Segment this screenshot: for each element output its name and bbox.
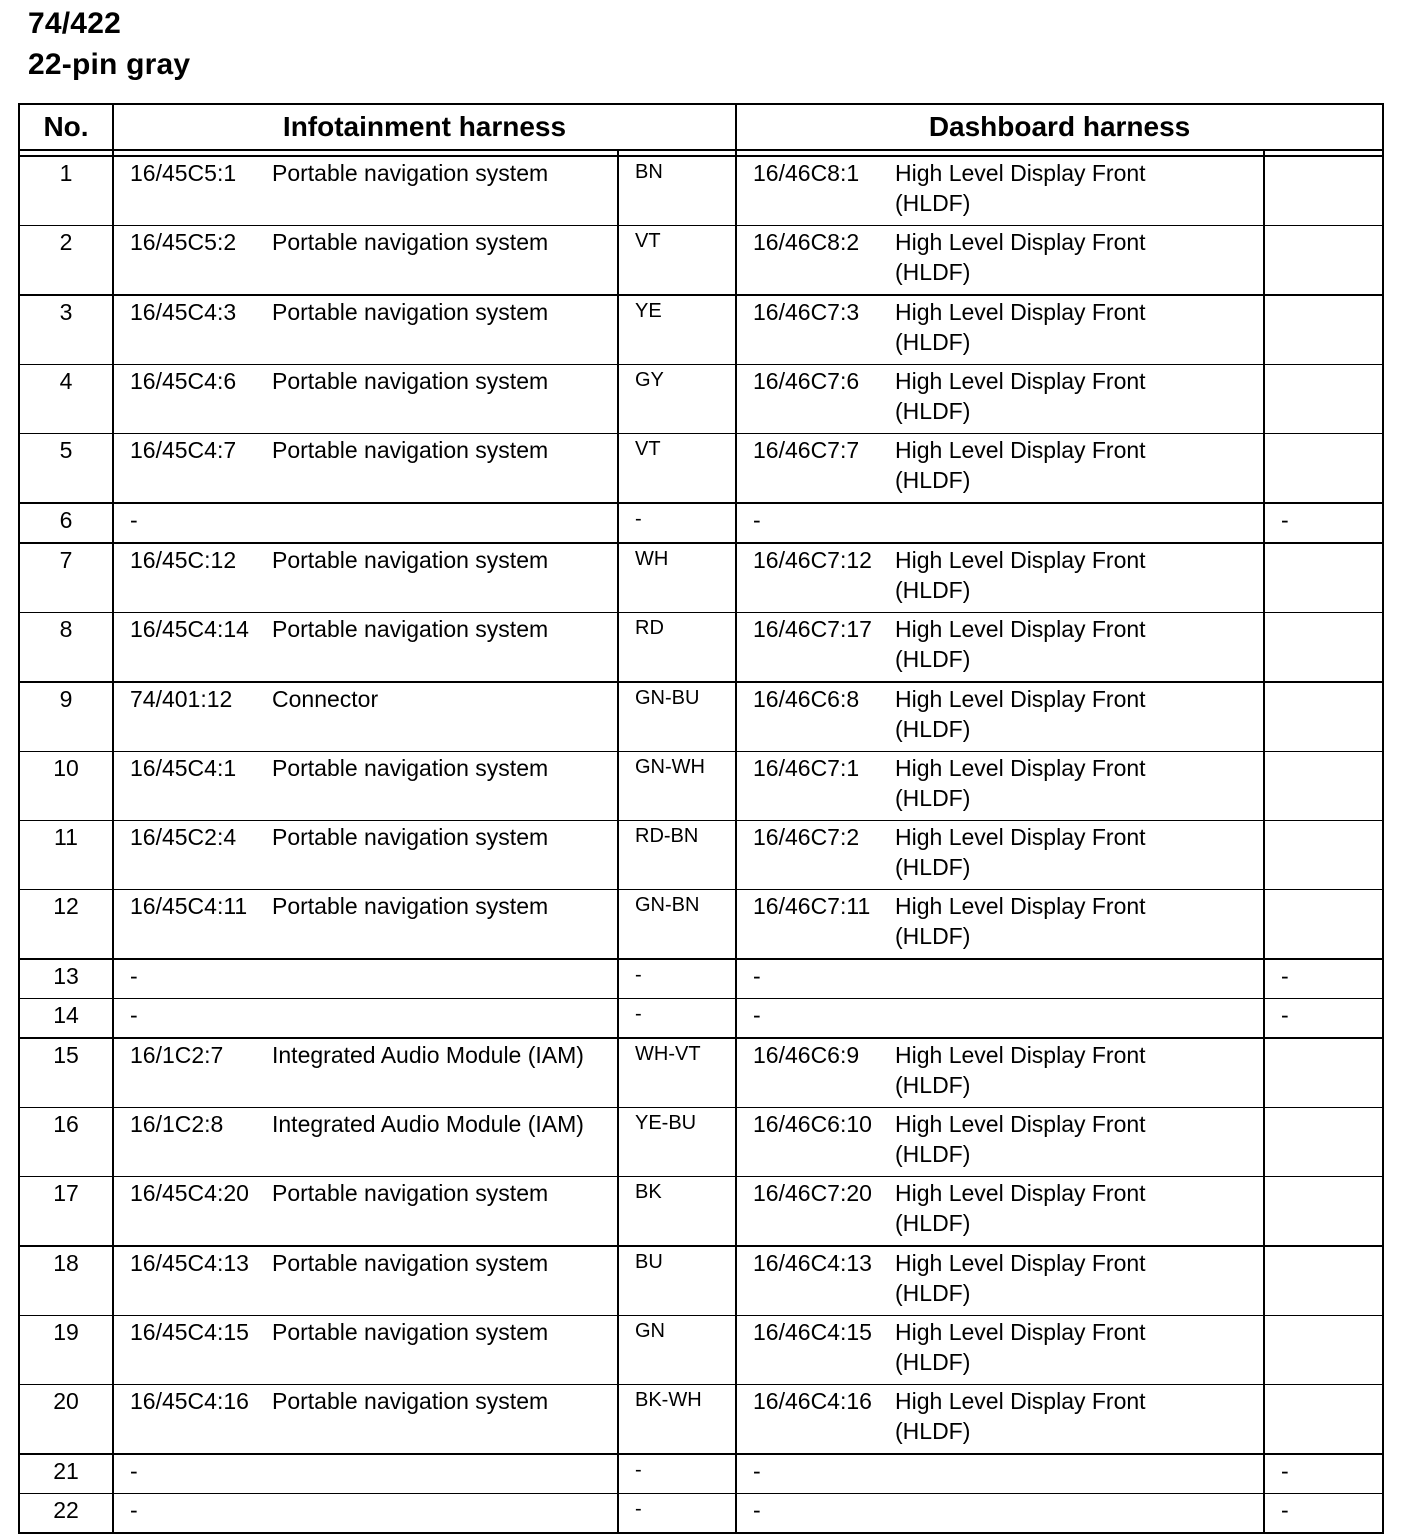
infotainment-connector-code: 16/45C4:14: [130, 616, 249, 642]
table-row: [19, 682, 1383, 752]
infotainment-cell: [113, 1454, 618, 1494]
pin-number: 7: [19, 543, 113, 613]
dashboard-description: High Level Display Front (HLDF): [895, 824, 1146, 880]
infotainment-connector-code: 16/45C2:4: [130, 824, 237, 850]
pin-number: 19: [19, 1316, 113, 1385]
wire-color: GN-BU: [618, 682, 736, 752]
extra-cell: [1264, 613, 1383, 683]
dashboard-description: High Level Display Front (HLDF): [895, 1111, 1146, 1167]
pin-number: 17: [19, 1177, 113, 1247]
pin-number: 10: [19, 752, 113, 821]
infotainment-connector-code: 74/401:12: [130, 686, 233, 712]
dashboard-cell: [736, 1108, 1264, 1177]
wire-color: VT: [618, 434, 736, 504]
infotainment-description: Portable navigation system: [272, 1319, 549, 1345]
infotainment-description: Portable navigation system: [272, 229, 549, 255]
table-row: [19, 226, 1383, 296]
infotainment-connector-code: 16/1C2:8: [130, 1111, 224, 1137]
extra-cell: [1264, 295, 1383, 365]
dashboard-connector-code: 16/46C4:13: [753, 1250, 872, 1276]
dashboard-cell: [736, 434, 1264, 504]
table-row: [19, 1108, 1383, 1177]
dashboard-description: High Level Display Front (HLDF): [895, 755, 1146, 811]
dashboard-connector-code: 16/46C4:15: [753, 1319, 872, 1345]
table-row: [19, 999, 1383, 1039]
dashboard-connector-code: -: [753, 1458, 761, 1484]
infotainment-connector-code: 16/45C4:6: [130, 368, 237, 394]
infotainment-cell: [113, 226, 618, 296]
infotainment-cell: [113, 156, 618, 226]
pin-number: 6: [19, 503, 113, 543]
dashboard-connector-code: -: [753, 1002, 761, 1028]
extra-cell: -: [1264, 503, 1383, 543]
pin-number: 21: [19, 1454, 113, 1494]
pin-number: 5: [19, 434, 113, 504]
infotainment-description: Portable navigation system: [272, 893, 549, 919]
dashboard-connector-code: 16/46C4:16: [753, 1388, 872, 1414]
table-row: [19, 959, 1383, 999]
wire-color: -: [618, 999, 736, 1039]
infotainment-description: Portable navigation system: [272, 824, 549, 850]
wire-color: BK: [618, 1177, 736, 1247]
wire-color: BU: [618, 1246, 736, 1316]
extra-cell: [1264, 752, 1383, 821]
extra-cell: -: [1264, 999, 1383, 1039]
wire-color: WH: [618, 543, 736, 613]
table-row: [19, 295, 1383, 365]
extra-cell: [1264, 434, 1383, 504]
dashboard-description: High Level Display Front (HLDF): [895, 1180, 1146, 1236]
dashboard-cell: [736, 543, 1264, 613]
dashboard-description: High Level Display Front (HLDF): [895, 160, 1146, 216]
table-row: [19, 1038, 1383, 1108]
dashboard-description: High Level Display Front (HLDF): [895, 229, 1146, 285]
infotainment-connector-code: 16/45C4:3: [130, 299, 237, 325]
infotainment-connector-code: 16/45C4:13: [130, 1250, 249, 1276]
table-header-row: [19, 104, 1383, 150]
wire-color: GN: [618, 1316, 736, 1385]
dashboard-cell: [736, 1246, 1264, 1316]
extra-cell: [1264, 365, 1383, 434]
dashboard-description: High Level Display Front (HLDF): [895, 547, 1146, 603]
infotainment-cell: [113, 365, 618, 434]
header-infotainment: Infotainment harness: [113, 104, 736, 150]
wire-color: GY: [618, 365, 736, 434]
pin-number: 16: [19, 1108, 113, 1177]
dashboard-connector-code: -: [753, 1497, 761, 1523]
infotainment-connector-code: 16/45C4:15: [130, 1319, 249, 1345]
infotainment-cell: [113, 999, 618, 1039]
table-row: [19, 1494, 1383, 1534]
pin-number: 2: [19, 226, 113, 296]
infotainment-cell: [113, 682, 618, 752]
infotainment-cell: [113, 503, 618, 543]
extra-cell: [1264, 1108, 1383, 1177]
infotainment-cell: [113, 1038, 618, 1108]
infotainment-cell: [113, 821, 618, 890]
table-row: [19, 434, 1383, 504]
infotainment-cell: [113, 1316, 618, 1385]
wire-color: -: [618, 503, 736, 543]
dashboard-cell: [736, 365, 1264, 434]
dashboard-connector-code: 16/46C7:20: [753, 1180, 872, 1206]
pin-number: 11: [19, 821, 113, 890]
infotainment-cell: [113, 959, 618, 999]
infotainment-description: Portable navigation system: [272, 616, 549, 642]
infotainment-connector-code: 16/45C4:1: [130, 755, 237, 781]
infotainment-description: Portable navigation system: [272, 299, 549, 325]
dashboard-cell: [736, 1177, 1264, 1247]
dashboard-cell: [736, 1494, 1264, 1534]
wire-color: GN-WH: [618, 752, 736, 821]
wire-color: -: [618, 959, 736, 999]
pin-number: 18: [19, 1246, 113, 1316]
dashboard-description: High Level Display Front (HLDF): [895, 616, 1146, 672]
header-dashboard: Dashboard harness: [736, 104, 1383, 150]
table-row: [19, 156, 1383, 226]
table-row: [19, 1454, 1383, 1494]
connector-description: 22-pin gray: [28, 48, 191, 81]
infotainment-connector-code: 16/45C5:1: [130, 160, 237, 186]
infotainment-cell: [113, 1177, 618, 1247]
infotainment-connector-code: 16/45C:12: [130, 547, 237, 573]
dashboard-connector-code: 16/46C8:2: [753, 229, 860, 255]
infotainment-description: Connector: [272, 686, 379, 712]
pinout-table: [18, 103, 1384, 1534]
dashboard-description: High Level Display Front (HLDF): [895, 368, 1146, 424]
dashboard-cell: [736, 752, 1264, 821]
dashboard-connector-code: 16/46C7:12: [753, 547, 872, 573]
wire-color: YE: [618, 295, 736, 365]
pin-number: 8: [19, 613, 113, 683]
infotainment-cell: [113, 1494, 618, 1534]
infotainment-connector-code: 16/45C4:16: [130, 1388, 249, 1414]
extra-cell: [1264, 1246, 1383, 1316]
extra-cell: [1264, 1316, 1383, 1385]
dashboard-connector-code: 16/46C8:1: [753, 160, 860, 186]
dashboard-cell: [736, 890, 1264, 960]
wire-color: GN-BN: [618, 890, 736, 960]
pin-number: 20: [19, 1385, 113, 1455]
infotainment-description: Portable navigation system: [272, 1388, 549, 1414]
dashboard-connector-code: -: [753, 963, 761, 989]
infotainment-connector-code: -: [130, 1458, 138, 1484]
table-row: [19, 1177, 1383, 1247]
wire-color: BK-WH: [618, 1385, 736, 1455]
wire-color: VT: [618, 226, 736, 296]
dashboard-connector-code: 16/46C6:10: [753, 1111, 872, 1137]
table-row: [19, 821, 1383, 890]
extra-cell: [1264, 226, 1383, 296]
infotainment-connector-code: -: [130, 963, 138, 989]
table-body: [19, 150, 1383, 1533]
infotainment-cell: [113, 1246, 618, 1316]
dashboard-cell: [736, 821, 1264, 890]
dashboard-description: High Level Display Front (HLDF): [895, 1388, 1146, 1444]
dashboard-cell: [736, 999, 1264, 1039]
pin-number: 3: [19, 295, 113, 365]
infotainment-connector-code: 16/45C4:7: [130, 437, 237, 463]
wire-color: RD: [618, 613, 736, 683]
dashboard-cell: [736, 1385, 1264, 1455]
dashboard-connector-code: 16/46C7:17: [753, 616, 872, 642]
table-row: [19, 543, 1383, 613]
pin-number: 1: [19, 156, 113, 226]
header-no: No.: [19, 104, 113, 150]
dashboard-description: High Level Display Front (HLDF): [895, 893, 1146, 949]
dashboard-description: High Level Display Front (HLDF): [895, 299, 1146, 355]
infotainment-description: Portable navigation system: [272, 437, 549, 463]
extra-cell: -: [1264, 1454, 1383, 1494]
infotainment-cell: [113, 890, 618, 960]
dashboard-connector-code: -: [753, 507, 761, 533]
infotainment-description: Portable navigation system: [272, 755, 549, 781]
dashboard-connector-code: 16/46C7:7: [753, 437, 860, 463]
pin-number: 12: [19, 890, 113, 960]
wire-color: BN: [618, 156, 736, 226]
dashboard-cell: [736, 1038, 1264, 1108]
infotainment-connector-code: -: [130, 1497, 138, 1523]
dashboard-connector-code: 16/46C6:9: [753, 1042, 860, 1068]
table-row: [19, 1316, 1383, 1385]
extra-cell: [1264, 682, 1383, 752]
table-row: [19, 503, 1383, 543]
wire-color: RD-BN: [618, 821, 736, 890]
infotainment-description: Portable navigation system: [272, 547, 549, 573]
infotainment-description: Portable navigation system: [272, 1250, 549, 1276]
infotainment-cell: [113, 752, 618, 821]
extra-cell: [1264, 890, 1383, 960]
dashboard-connector-code: 16/46C6:8: [753, 686, 860, 712]
infotainment-connector-code: 16/45C4:11: [130, 893, 248, 919]
pin-number: 13: [19, 959, 113, 999]
table-row: [19, 1385, 1383, 1455]
dashboard-cell: [736, 613, 1264, 683]
infotainment-description: Integrated Audio Module (IAM): [272, 1111, 584, 1137]
dashboard-cell: [736, 959, 1264, 999]
infotainment-cell: [113, 1108, 618, 1177]
wire-color: -: [618, 1454, 736, 1494]
infotainment-connector-code: 16/45C4:20: [130, 1180, 249, 1206]
dashboard-connector-code: 16/46C7:11: [753, 893, 871, 919]
infotainment-connector-code: -: [130, 1002, 138, 1028]
table-row: [19, 613, 1383, 683]
table-row: [19, 890, 1383, 960]
infotainment-connector-code: -: [130, 507, 138, 533]
infotainment-cell: [113, 543, 618, 613]
pin-number: 4: [19, 365, 113, 434]
extra-cell: [1264, 1177, 1383, 1247]
dashboard-description: High Level Display Front (HLDF): [895, 1319, 1146, 1375]
infotainment-description: Portable navigation system: [272, 160, 549, 186]
infotainment-connector-code: 16/45C5:2: [130, 229, 237, 255]
extra-cell: [1264, 1038, 1383, 1108]
dashboard-cell: [736, 295, 1264, 365]
dashboard-connector-code: 16/46C7:2: [753, 824, 860, 850]
pin-number: 15: [19, 1038, 113, 1108]
dashboard-description: High Level Display Front (HLDF): [895, 437, 1146, 493]
table-row: [19, 1246, 1383, 1316]
dashboard-description: High Level Display Front (HLDF): [895, 1042, 1146, 1098]
infotainment-cell: [113, 434, 618, 504]
pin-number: 9: [19, 682, 113, 752]
dashboard-connector-code: 16/46C7:3: [753, 299, 860, 325]
infotainment-connector-code: 16/1C2:7: [130, 1042, 224, 1068]
dashboard-cell: [736, 503, 1264, 543]
wire-color: WH-VT: [618, 1038, 736, 1108]
extra-cell: -: [1264, 1494, 1383, 1534]
infotainment-cell: [113, 1385, 618, 1455]
dashboard-cell: [736, 156, 1264, 226]
pin-number: 14: [19, 999, 113, 1039]
infotainment-description: Portable navigation system: [272, 368, 549, 394]
table-row: [19, 365, 1383, 434]
dashboard-description: High Level Display Front (HLDF): [895, 1250, 1146, 1306]
infotainment-cell: [113, 295, 618, 365]
table-row: [19, 752, 1383, 821]
connector-id: 74/422: [28, 7, 121, 40]
extra-cell: [1264, 156, 1383, 226]
wire-color: YE-BU: [618, 1108, 736, 1177]
dashboard-connector-code: 16/46C7:6: [753, 368, 860, 394]
dashboard-cell: [736, 226, 1264, 296]
dashboard-cell: [736, 1316, 1264, 1385]
pin-number: 22: [19, 1494, 113, 1534]
dashboard-cell: [736, 682, 1264, 752]
dashboard-description: High Level Display Front (HLDF): [895, 686, 1146, 742]
extra-cell: -: [1264, 959, 1383, 999]
infotainment-description: Portable navigation system: [272, 1180, 549, 1206]
infotainment-description: Integrated Audio Module (IAM): [272, 1042, 584, 1068]
infotainment-cell: [113, 613, 618, 683]
extra-cell: [1264, 1385, 1383, 1455]
wire-color: -: [618, 1494, 736, 1534]
dashboard-cell: [736, 1454, 1264, 1494]
extra-cell: [1264, 543, 1383, 613]
dashboard-connector-code: 16/46C7:1: [753, 755, 860, 781]
extra-cell: [1264, 821, 1383, 890]
